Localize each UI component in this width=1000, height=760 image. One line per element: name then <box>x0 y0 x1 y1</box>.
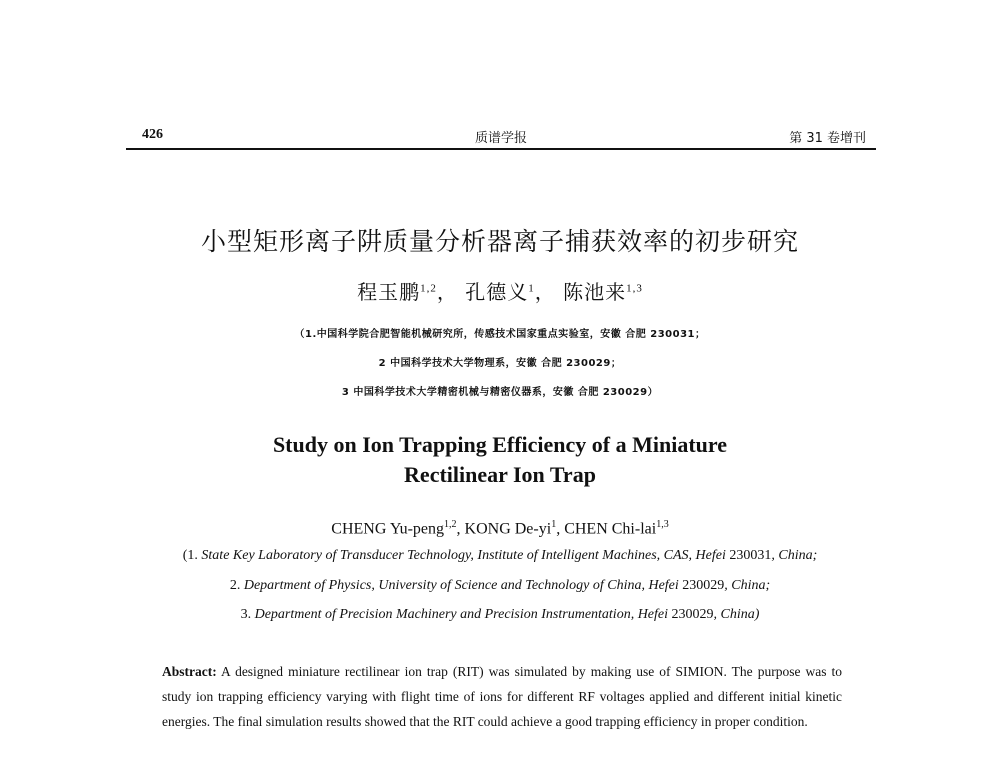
chinese-title: 小型矩形离子阱质量分析器离子捕获效率的初步研究 <box>200 227 799 256</box>
aff-code: 230029 <box>668 607 714 622</box>
cn-author-name: 孔德义 <box>465 280 529 304</box>
chinese-authors <box>0 276 1000 305</box>
en-affiliation-1 <box>0 548 1000 564</box>
cn-affiliation-2: 2 中国科学技术大学物理系，安徽 合肥 230029； <box>378 358 622 369</box>
running-header <box>126 127 876 147</box>
en-author-name: KONG De-yi <box>464 520 552 538</box>
cn-author-sep: ， <box>534 280 556 304</box>
cn-author-name: 陈池来 <box>563 280 627 304</box>
abstract-text: A designed miniature rectilinear ion trap (RIT) was simulated by making use of SIMION. The purpose was to study ion trapping efficiency varying with flight time of ions for different RF voltages applied and different initial kinetic energies. The final simulation results showed that the RIT could achieve a good trapping efficiency in proper condition. <box>162 664 842 729</box>
english-authors <box>0 519 1000 538</box>
cn-author-name: 程玉鹏 <box>357 280 421 304</box>
cn-author-sep: ， <box>436 280 458 304</box>
cn-affiliation-1: （1.中国科学院合肥智能机械研究所，传感技术国家重点实验室，安徽 合肥 230031； <box>294 329 706 340</box>
en-author-name: CHEN Chi-lai <box>564 520 657 538</box>
aff-prefix: 2. <box>229 578 244 593</box>
en-affiliation-3 <box>0 607 1000 623</box>
en-author-sep: , <box>556 520 565 538</box>
aff-prefix: 3. <box>240 607 255 622</box>
aff-text: Department of Precision Machinery and Precision Instrumentation, Hefei <box>254 607 669 622</box>
cn-author-sup: 1 <box>528 282 535 295</box>
english-title <box>0 430 1000 490</box>
en-author-sup: 1,3 <box>656 519 669 530</box>
aff-prefix: (1. <box>182 548 202 563</box>
english-title-line-1: Study on Ion Trapping Efficiency of a Miniature <box>272 432 728 457</box>
abstract <box>162 659 842 734</box>
aff-suffix: , China; <box>771 548 818 563</box>
volume-label: 第 31 卷增刊 <box>789 131 866 146</box>
aff-suffix: , China; <box>724 578 771 593</box>
aff-text: Department of Physics, University of Science and Technology of China, Hefei <box>243 578 679 593</box>
cn-author-sup: 1,3 <box>626 282 643 295</box>
aff-code: 230029 <box>678 578 725 593</box>
en-author-sup: 1,2 <box>444 519 457 530</box>
cn-author-sup: 1,2 <box>420 282 437 295</box>
en-author-sup: 1 <box>551 519 557 530</box>
aff-suffix: , China) <box>713 607 760 622</box>
en-author-name: CHENG Yu-peng <box>331 520 445 538</box>
english-title-line-2: Rectilinear Ion Trap <box>404 462 596 487</box>
page-number: 426 <box>142 127 163 142</box>
en-author-sep: , <box>456 520 465 538</box>
cn-affiliation-3: 3 中国科学技术大学精密机械与精密仪器系，安徽 合肥 230029） <box>341 387 659 398</box>
en-affiliation-2 <box>0 578 1000 594</box>
journal-name: 质谱学报 <box>474 131 527 146</box>
header-rule <box>126 148 876 150</box>
aff-code: 230031 <box>725 548 772 563</box>
aff-text: State Key Laboratory of Transducer Technology, Institute of Intelligent Machines, CAS, Hefei <box>201 548 726 563</box>
abstract-label: Abstract: <box>162 664 217 679</box>
